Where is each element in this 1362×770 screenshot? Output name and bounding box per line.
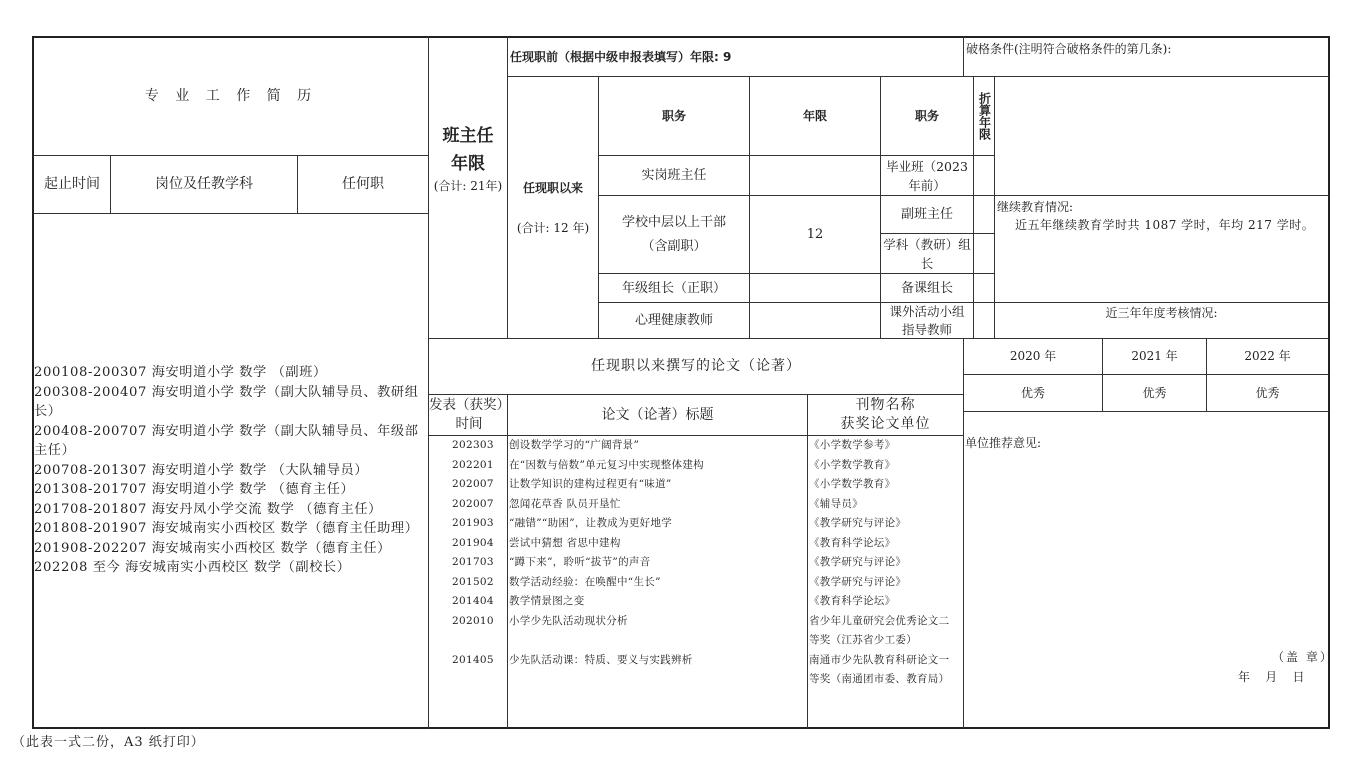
paper-journal: 《小学数学教育》 [809,478,896,490]
assessment-label: 近三年年度考核情况: [1105,305,1218,320]
paper-title: 创设数学学习的“广阔背景” [509,439,640,451]
recommendation-label: 单位推荐意见: [965,436,1042,450]
paper-title: 让数学知识的建构过程更有“味道” [509,478,672,490]
line [33,213,428,214]
history-entry: 200408-200707 海安明道小学 数学（副大队辅导员、年级部主任） [34,423,419,458]
duty-cell: 心理健康教师 [634,313,713,328]
continuing-education-label: 继续教育情况: [997,200,1074,214]
papers-col-journal-header [808,396,963,434]
paper-title: 教学情景图之变 [509,595,585,607]
paper-journal-cont: 等奖（江苏省少工委） [809,634,917,646]
work-history-title: 专 业 工 作 简 历 [144,87,318,104]
assessment-result: 优秀 [1020,385,1045,400]
paper-title: 尝试中猜想 省思中建构 [509,536,621,549]
col-role-header: 任何职 [342,176,384,192]
history-entry: 201808-201907 海安城南实小西校区 数学（德育主任助理） [34,521,419,536]
col-time-header: 起止时间 [44,176,100,192]
paper-date: 202010 [452,614,494,627]
continuing-education-text: 近五年继续教育学时共 1087 学时，年均 217 学时。 [1015,218,1315,232]
line [994,76,995,338]
papers-col-journal-l1: 刊物名称 [855,397,916,413]
duty2-cell: 备课组长 [900,280,953,296]
paper-title: 小学少先队活动现状分析 [509,614,628,627]
paper-date: 201903 [452,517,494,529]
papers-col-time-l2: 时间 [455,416,483,432]
col-converted-header: 折算年限 [977,92,992,140]
paper-journal: 《教学研究与评论》 [809,556,907,568]
before-post-years: 任现职前（根据中级申报表填写）年限: 9 [510,50,732,64]
col-duty-header: 职务 [661,108,686,123]
paper-journal: 《教育科学论坛》 [809,595,896,607]
papers-col-journal-l2: 获奖论文单位 [840,416,931,432]
paper-journal: 南通市少先队教育科研论文一 [809,653,950,666]
paper-date: 202303 [452,439,494,451]
head-teacher-title [429,122,507,194]
history-entry: 200108-200307 海安明道小学 数学 （副班） [34,365,327,380]
line [507,394,508,728]
since-post-label: 任现职以来 [522,180,583,195]
head-teacher-title-line2: 年限 [451,154,485,174]
papers-col-time-header [429,396,509,434]
paper-journal: 《辅导员》 [809,497,863,510]
history-entry: 202208 至今 海安城南实小西校区 数学（副校长） [34,560,351,575]
paper-title: “融错”“助困”，让教成为更好地学 [509,517,673,529]
paper-journal: 《小学数学参考》 [809,439,896,451]
assessment-result: 优秀 [1255,385,1280,400]
paper-title: “蹲下来”，聆听“拔节”的声音 [509,556,651,568]
papers-col-title-header: 论文（论著）标题 [601,406,714,423]
paper-date: 201404 [452,595,494,607]
paper-journal: 《教学研究与评论》 [809,575,907,588]
papers-col-time-l1: 发表（获奖） [429,397,510,413]
paper-title: 忽闻花草香 队员开垦忙 [509,497,621,510]
exception-label: 破格条件(注明符合破格条件的第几条): [966,42,1172,56]
assessment-year: 2020 年 [1009,349,1057,363]
paper-date: 201502 [452,575,494,588]
duty2-cell: 副班主任 [900,207,953,222]
seal-label: （盖 章） [1272,650,1334,664]
col-years-header: 年限 [802,108,827,123]
assessment-year: 2022 年 [1244,349,1291,363]
paper-date: 202007 [452,497,494,510]
frame-right [1328,36,1330,729]
paper-title: 在“因数与倍数”单元复习中实现整体建构 [509,458,704,471]
duty-cell: 实岗班主任 [641,168,707,183]
paper-journal: 《教学研究与评论》 [809,517,907,529]
paper-title: 数学活动经验：在唤醒中“生长” [509,575,661,588]
frame-bottom [32,727,1330,729]
paper-date: 201405 [452,653,494,666]
history-entry: 201708-201807 海安丹凤小学交流 数学 （德育主任） [34,501,382,517]
history-entry: 200308-200407 海安明道小学 数学（副大队辅导员、教研组长） [34,384,419,419]
assessment-year: 2021 年 [1131,349,1178,363]
paper-title: 少先队活动课：特质、要义与实践辨析 [509,653,693,666]
work-history-list [34,363,426,578]
since-post-total: (合计: 12 年) [516,220,590,235]
col-position-header: 岗位及任教学科 [155,176,253,192]
history-entry: 201908-202207 海安城南实小西校区 数学（德育主任） [34,540,391,556]
duty2-cell: 学科（教研）组长 [883,236,971,271]
col-duty2-header: 职务 [914,108,939,123]
duty-cell: 学校中层以上干部（含副职） [621,214,726,254]
duty2-cell: 毕业班（2023 年前） [886,158,968,193]
duty2-cell: 课外活动小组指导教师 [889,303,965,337]
line [963,411,1329,412]
history-entry: 200708-201307 海安明道小学 数学 （大队辅导员） [34,462,369,478]
duty-cell: 年级组长（正职） [621,280,726,296]
paper-journal: 《小学数学教育》 [809,458,896,471]
date-line: 年 月 日 [1238,670,1305,684]
years-cell: 12 [806,227,824,242]
head-teacher-total: (合计: 21年) [433,179,503,193]
paper-journal: 《教育科学论坛》 [809,536,896,549]
assessment-result: 优秀 [1142,385,1167,400]
paper-date: 202201 [452,458,494,471]
papers-title: 任现职以来撰写的论文（论著） [591,358,801,374]
paper-date: 202007 [452,478,494,490]
line [963,36,964,76]
paper-journal-cont: 等奖（南通团市委、教育局） [809,673,950,685]
paper-date: 201703 [452,556,494,568]
paper-date: 201904 [452,536,494,549]
line [807,394,808,728]
history-entry: 201308-201707 海安明道小学 数学 （德育主任） [34,482,355,497]
head-teacher-title-line1: 班主任 [442,126,494,146]
paper-journal: 省少年儿童研究会优秀论文二 [809,614,950,627]
footer-note: （此表一式二份，A3 纸打印） [12,735,205,750]
